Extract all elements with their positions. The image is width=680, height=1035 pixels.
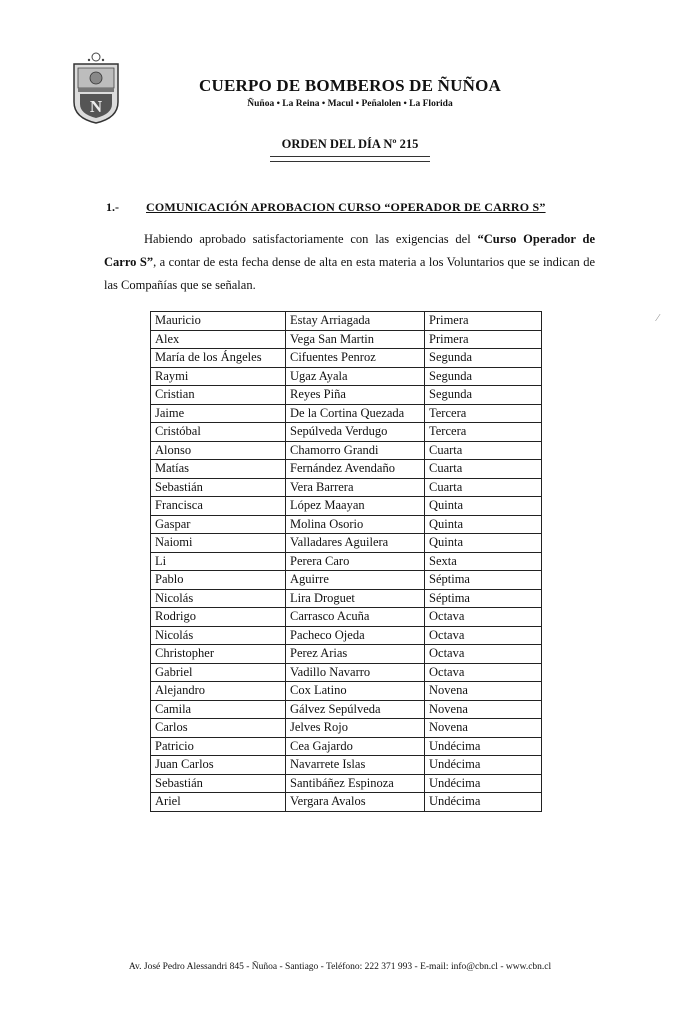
last-name-cell: Cea Gajardo — [286, 737, 425, 756]
table-row — [151, 626, 542, 645]
footer-contact: Av. José Pedro Alessandri 845 - Ñuñoa - Santiago - Teléfono: 222 371 993 - E-mail: info@cbn.cl - www.cbn.cl — [128, 962, 552, 972]
first-name-cell: Nicolás — [151, 589, 286, 608]
table-row — [151, 645, 542, 664]
company-cell: Séptima — [425, 571, 542, 590]
company-cell: Séptima — [425, 589, 542, 608]
company-cell: Cuarta — [425, 441, 542, 460]
last-name-cell: Vergara Avalos — [286, 793, 425, 812]
company-cell: Primera — [425, 330, 542, 349]
company-cell: Quinta — [425, 497, 542, 516]
first-name-cell: Jaime — [151, 404, 286, 423]
company-cell: Sexta — [425, 552, 542, 571]
last-name-cell: Vega San Martin — [286, 330, 425, 349]
last-name-cell: Carrasco Acuña — [286, 608, 425, 627]
company-cell: Segunda — [425, 386, 542, 405]
table-row — [151, 330, 542, 349]
table-row — [151, 756, 542, 775]
table-row — [151, 386, 542, 405]
company-cell: Tercera — [425, 423, 542, 442]
first-name-cell: Nicolás — [151, 626, 286, 645]
company-cell: Octava — [425, 626, 542, 645]
paragraph-course-name: “Curso Operador de Carro S” — [104, 232, 596, 269]
first-name-cell: Carlos — [151, 719, 286, 738]
table-row — [151, 608, 542, 627]
table-row — [151, 719, 542, 738]
first-name-cell: Naiomi — [151, 534, 286, 553]
table-row — [151, 571, 542, 590]
last-name-cell: Navarrete Islas — [286, 756, 425, 775]
table-row — [151, 497, 542, 516]
company-cell: Undécima — [425, 793, 542, 812]
last-name-cell: Ugaz Ayala — [286, 367, 425, 386]
logo-letter: N — [89, 97, 103, 116]
last-name-cell: De la Cortina Quezada — [286, 404, 425, 423]
company-cell: Undécima — [425, 756, 542, 775]
first-name-cell: Raymi — [151, 367, 286, 386]
last-name-cell: Cox Latino — [286, 682, 425, 701]
table-row — [151, 441, 542, 460]
last-name-cell: Jelves Rojo — [286, 719, 425, 738]
last-name-cell: Fernández Avendaño — [286, 460, 425, 479]
scan-mark: ⁄ — [657, 313, 659, 324]
last-name-cell: López Maayan — [286, 497, 425, 516]
paragraph-text-part2: , a contar de esta fecha dense de alta en esta materia a los Voluntarios que se indican de las Compañías que se señalan. — [104, 255, 595, 292]
first-name-cell: Alonso — [151, 441, 286, 460]
first-name-cell: Cristóbal — [151, 423, 286, 442]
company-cell: Primera — [425, 312, 542, 331]
first-name-cell: Alex — [151, 330, 286, 349]
volunteers-table — [150, 311, 542, 812]
first-name-cell: Sebastián — [151, 774, 286, 793]
company-cell: Novena — [425, 700, 542, 719]
company-cell: Quinta — [425, 515, 542, 534]
order-title: ORDEN DEL DÍA Nº 215 — [281, 137, 419, 151]
last-name-cell: Vadillo Navarro — [286, 663, 425, 682]
last-name-cell: Aguirre — [286, 571, 425, 590]
first-name-cell: Li — [151, 552, 286, 571]
organization-name: CUERPO DE BOMBEROS DE ÑUÑOA — [199, 76, 501, 95]
company-cell: Segunda — [425, 367, 542, 386]
table-row — [151, 682, 542, 701]
last-name-cell: Cifuentes Penroz — [286, 349, 425, 368]
table-row — [151, 478, 542, 497]
first-name-cell: Gabriel — [151, 663, 286, 682]
first-name-cell: Francisca — [151, 497, 286, 516]
section-paragraph — [104, 228, 595, 297]
first-name-cell: Camila — [151, 700, 286, 719]
last-name-cell: Pacheco Ojeda — [286, 626, 425, 645]
table-row — [151, 349, 542, 368]
first-name-cell: Sebastián — [151, 478, 286, 497]
first-name-cell: Cristian — [151, 386, 286, 405]
title-double-underline — [270, 156, 430, 162]
table-row — [151, 663, 542, 682]
first-name-cell: Juan Carlos — [151, 756, 286, 775]
last-name-cell: Vera Barrera — [286, 478, 425, 497]
table-row — [151, 312, 542, 331]
table-row — [151, 737, 542, 756]
company-cell: Tercera — [425, 404, 542, 423]
company-cell: Octava — [425, 663, 542, 682]
first-name-cell: Christopher — [151, 645, 286, 664]
table-row — [151, 793, 542, 812]
company-cell: Cuarta — [425, 460, 542, 479]
table-row — [151, 367, 542, 386]
first-name-cell: Ariel — [151, 793, 286, 812]
company-cell: Quinta — [425, 534, 542, 553]
company-cell: Segunda — [425, 349, 542, 368]
first-name-cell: María de los Ángeles — [151, 349, 286, 368]
last-name-cell: Molina Osorio — [286, 515, 425, 534]
last-name-cell: Chamorro Grandi — [286, 441, 425, 460]
table-row — [151, 423, 542, 442]
first-name-cell: Mauricio — [151, 312, 286, 331]
section-number: 1.- — [106, 200, 119, 214]
company-cell: Novena — [425, 682, 542, 701]
section-title: COMUNICACIÓN APROBACION CURSO “OPERADOR DE CARRO S” — [146, 200, 546, 214]
last-name-cell: Valladares Aguilera — [286, 534, 425, 553]
last-name-cell: Lira Droguet — [286, 589, 425, 608]
company-cell: Octava — [425, 645, 542, 664]
company-cell: Undécima — [425, 737, 542, 756]
last-name-cell: Sepúlveda Verdugo — [286, 423, 425, 442]
last-name-cell: Santibáñez Espinoza — [286, 774, 425, 793]
first-name-cell: Pablo — [151, 571, 286, 590]
last-name-cell: Gálvez Sepúlveda — [286, 700, 425, 719]
table-row — [151, 700, 542, 719]
table-row — [151, 404, 542, 423]
company-cell: Octava — [425, 608, 542, 627]
table-row — [151, 515, 542, 534]
table-row — [151, 774, 542, 793]
first-name-cell: Rodrigo — [151, 608, 286, 627]
paragraph-text-part1: Habiendo aprobado satisfactoriamente con las exigencias del — [144, 232, 478, 246]
first-name-cell: Matías — [151, 460, 286, 479]
first-name-cell: Patricio — [151, 737, 286, 756]
first-name-cell: Gaspar — [151, 515, 286, 534]
last-name-cell: Perera Caro — [286, 552, 425, 571]
fire-department-crest-logo — [70, 48, 122, 124]
communes-line: Ñuñoa • La Reina • Macul • Peñalolen • La Florida — [247, 99, 453, 109]
company-cell: Novena — [425, 719, 542, 738]
last-name-cell: Estay Arriagada — [286, 312, 425, 331]
last-name-cell: Perez Arias — [286, 645, 425, 664]
company-cell: Cuarta — [425, 478, 542, 497]
table-row — [151, 460, 542, 479]
company-cell: Undécima — [425, 774, 542, 793]
table-row — [151, 534, 542, 553]
last-name-cell: Reyes Piña — [286, 386, 425, 405]
table-row — [151, 552, 542, 571]
first-name-cell: Alejandro — [151, 682, 286, 701]
table-row — [151, 589, 542, 608]
